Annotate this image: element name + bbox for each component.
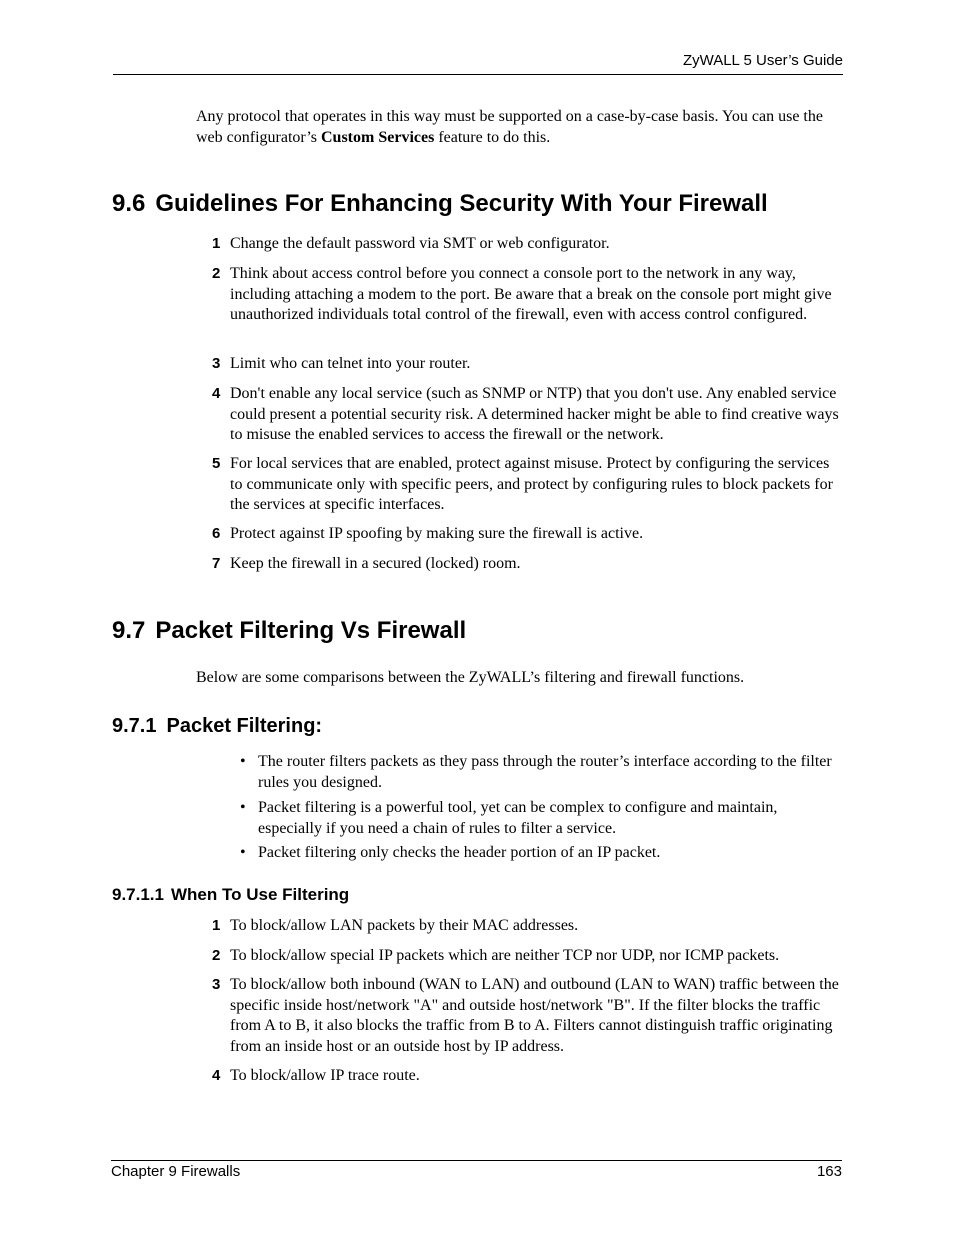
item-text: Limit who can telnet into your router. xyxy=(230,355,471,372)
bullet-text: The router filters packets as they pass through the router’s interface according to the filter rules you designed. xyxy=(258,753,832,791)
item-text: To block/allow special IP packets which are neither TCP nor UDP, nor ICMP packets. xyxy=(230,947,780,964)
item-text: Change the default password via SMT or web configurator. xyxy=(230,235,610,252)
section-9-6-heading xyxy=(112,190,768,218)
list-item xyxy=(212,354,842,375)
chapter-label: Chapter 9 Firewalls xyxy=(111,1163,241,1180)
item-number: 7 xyxy=(212,555,221,572)
item-number: 2 xyxy=(212,265,221,282)
section-title: Packet Filtering: xyxy=(166,715,323,737)
bullet-marker: • xyxy=(240,799,246,816)
intro-bold-term: Custom Services xyxy=(321,128,435,146)
list-item xyxy=(212,1066,842,1087)
list-item xyxy=(212,454,842,516)
section-number: 9.7 xyxy=(112,617,146,644)
section-9-7-1-1-heading xyxy=(112,885,349,905)
page-footer xyxy=(111,1160,842,1185)
item-number: 3 xyxy=(212,355,221,372)
bullet-marker: • xyxy=(240,844,246,861)
section-number: 9.7.1 xyxy=(112,715,157,737)
intro-text-after: feature to do this. xyxy=(434,128,551,146)
intro-text-before: Any protocol that operates in this way must be supported on a case-by-case basis. You can use the web configurator’s xyxy=(196,108,823,146)
intro-paragraph xyxy=(196,107,846,148)
list-item xyxy=(212,975,842,1057)
page-header xyxy=(113,50,843,75)
section-number: 9.6 xyxy=(112,190,146,217)
item-text: To block/allow both inbound (WAN to LAN) and outbound (LAN to WAN) traffic between the specific inside host/network "A" and outside host/network "B". If the filter blocks the traffic from A to B, it also blocks the traffic from B to A. Filters cannot distinguish traffic originating from an inside host or an outside host by IP address. xyxy=(230,976,839,1055)
bullet-text: Packet filtering is a powerful tool, yet can be complex to configure and maintain, especially if you need a chain of rules to filter a service. xyxy=(258,799,778,837)
guide-title: ZyWALL 5 User’s Guide xyxy=(682,52,843,69)
list-item xyxy=(212,524,842,545)
section-9-7-heading xyxy=(112,617,466,645)
list-item xyxy=(212,384,842,446)
item-number: 4 xyxy=(212,1067,221,1084)
section-title: When To Use Filtering xyxy=(171,885,350,904)
item-number: 1 xyxy=(212,235,221,252)
item-text: Keep the firewall in a secured (locked) room. xyxy=(230,555,521,572)
item-text: Think about access control before you connect a console port to the network in any way, including attaching a modem to the port. Be aware that a break on the console port might give unauthorized individuals total control of the firewall, even with access control configured. xyxy=(230,265,832,323)
section-number: 9.7.1.1 xyxy=(112,885,164,904)
item-number: 6 xyxy=(212,525,221,542)
item-number: 4 xyxy=(212,385,221,402)
item-number: 5 xyxy=(212,455,221,472)
item-text: To block/allow LAN packets by their MAC addresses. xyxy=(230,917,579,934)
item-text: To block/allow IP trace route. xyxy=(230,1067,420,1084)
item-text: Protect against IP spoofing by making sure the firewall is active. xyxy=(230,525,644,542)
section-title: Packet Filtering Vs Firewall xyxy=(155,617,467,644)
item-number: 3 xyxy=(212,976,221,993)
list-item xyxy=(212,554,842,575)
list-item xyxy=(212,946,842,967)
page-number: 163 xyxy=(816,1163,842,1180)
section-9-7-1-heading xyxy=(112,714,322,738)
list-item xyxy=(212,264,842,326)
item-text: For local services that are enabled, protect against misuse. Protect by configuring the services to communicate only with specific peers, and protect by configuring rules to block packets for the services at specific interfaces. xyxy=(230,455,833,513)
item-number: 1 xyxy=(212,917,221,934)
list-item xyxy=(212,916,842,937)
bullet-marker: • xyxy=(240,753,246,770)
list-item xyxy=(212,234,842,255)
bullet-text: Packet filtering only checks the header portion of an IP packet. xyxy=(258,844,661,861)
section-9-7-intro: Below are some comparisons between the ZyWALL’s filtering and firewall functions. xyxy=(196,669,745,686)
item-number: 2 xyxy=(212,947,221,964)
item-text: Don't enable any local service (such as SNMP or NTP) that you don't use. Any enabled service could present a potential security risk. A determined hacker might be able to find creative ways to misuse the enabled services to access the firewall or the network. xyxy=(230,385,839,443)
section-title: Guidelines For Enhancing Security With Your Firewall xyxy=(155,190,768,217)
